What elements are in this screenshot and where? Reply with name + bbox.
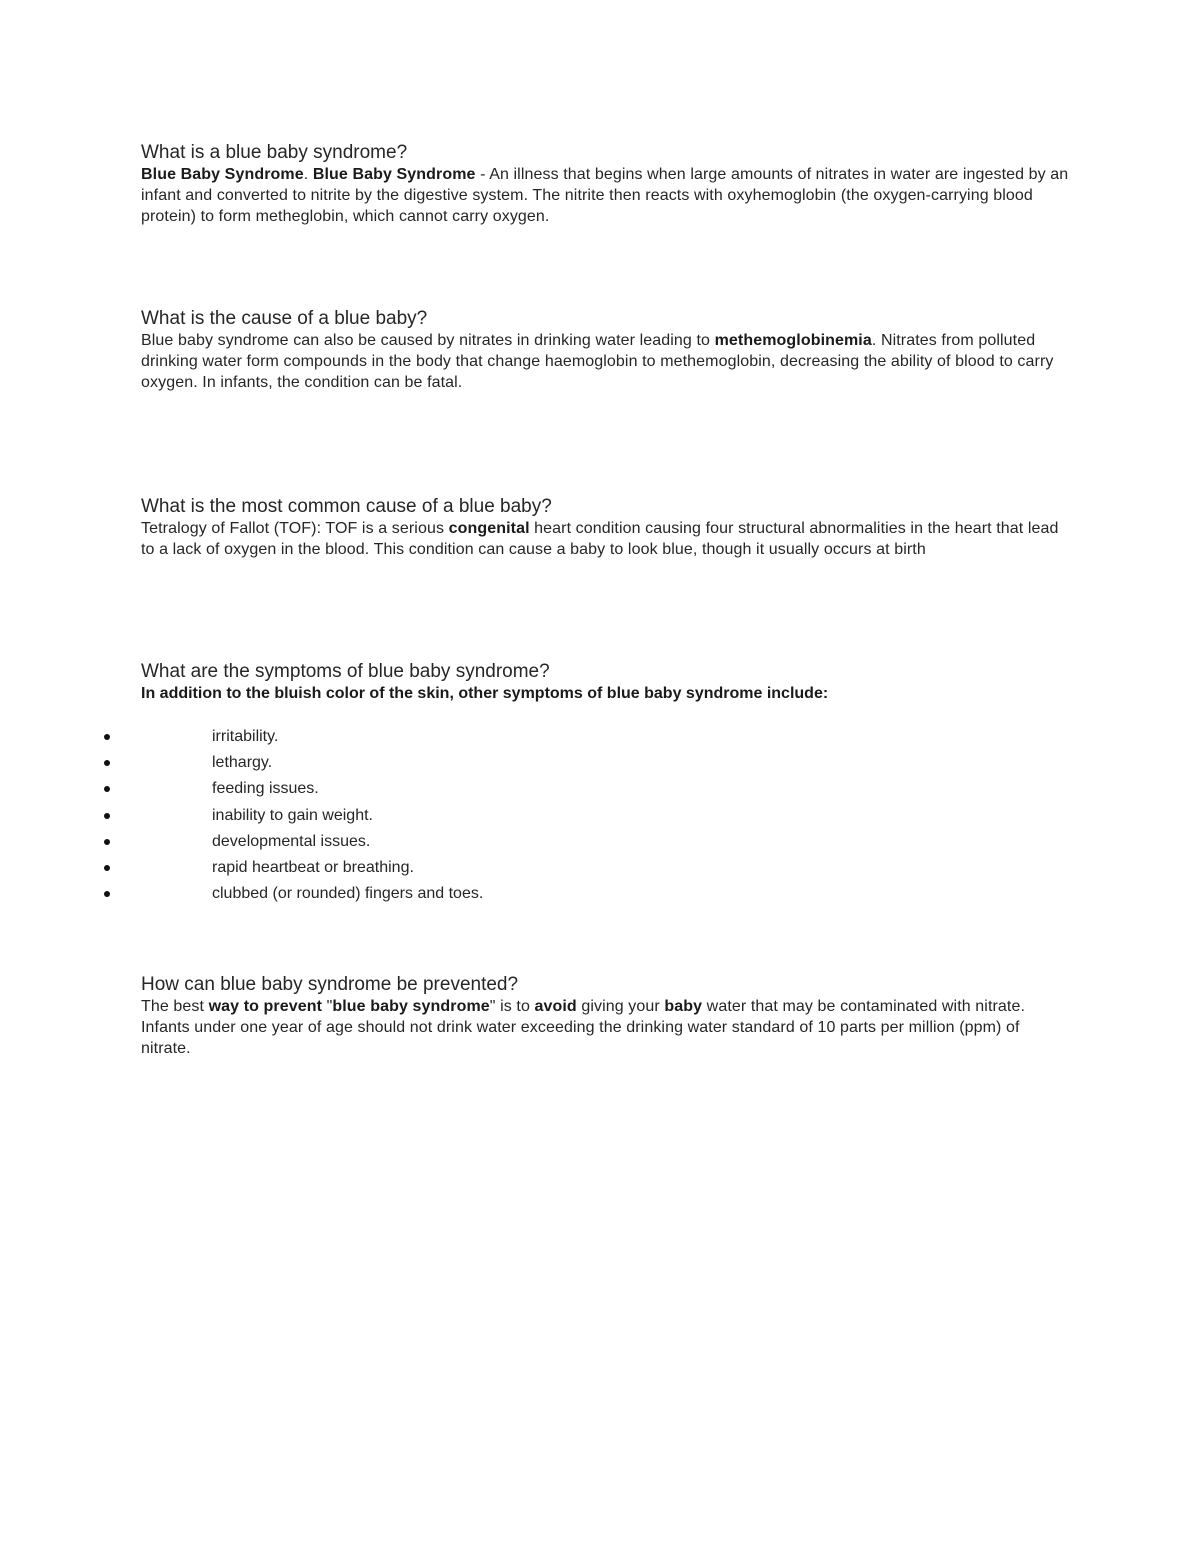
section-definition — [141, 142, 1071, 227]
question-heading: How can blue baby syndrome be prevented? — [141, 974, 519, 995]
answer-text: . Nitrates from polluted drinking water form compounds in the body that change haemoglobin to methemoglobin, decreasing the ability of blood to carry oxygen. In infants, the condition can be fatal. — [141, 332, 1054, 391]
answer-text: The best — [141, 998, 209, 1015]
bold-term: baby — [664, 998, 703, 1015]
symptoms-list — [0, 724, 1200, 907]
symptom-text: clubbed (or rounded) fingers and toes. — [212, 885, 484, 903]
bullet-icon — [104, 839, 110, 845]
list-item — [0, 724, 1200, 750]
symptoms-lead: In addition to the bluish color of the skin, other symptoms of blue baby syndrome include: — [141, 685, 829, 702]
symptom-text: irritability. — [212, 728, 279, 745]
symptom-text: feeding issues. — [212, 780, 319, 798]
section-common-cause — [141, 496, 1071, 560]
section-prevention — [141, 974, 1071, 1059]
bullet-icon — [104, 891, 110, 897]
question-heading: What is a blue baby syndrome? — [141, 142, 408, 163]
section-symptoms — [141, 661, 1071, 704]
list-item — [0, 803, 1200, 829]
symptom-text: developmental issues. — [212, 832, 371, 850]
question-heading: What are the symptoms of blue baby syndrome? — [141, 661, 550, 682]
bold-term: blue baby syndrome — [332, 998, 490, 1015]
answer-text: " — [322, 998, 333, 1015]
answer-text: . — [303, 166, 313, 183]
symptom-text: inability to gain weight. — [212, 806, 373, 824]
answer-paragraph — [141, 996, 1071, 1059]
answer-paragraph — [141, 330, 1071, 393]
list-item — [0, 829, 1200, 855]
bullet-icon — [104, 786, 110, 792]
bullet-icon — [104, 734, 110, 740]
bold-term: way to prevent — [208, 998, 323, 1015]
bullet-icon — [104, 865, 110, 871]
answer-paragraph — [141, 164, 1071, 227]
answer-text: - An illness that begins when large amounts of nitrates in water are ingested by an infant and converted to nitrite by the digestive system. The nitrite then reacts with oxyhemoglobin (the oxygen-carrying blood protein) to form metheglobin, which cannot carry oxygen. — [141, 166, 1069, 225]
answer-text: Blue baby syndrome can also be caused by nitrates in drinking water leading to — [141, 332, 715, 349]
list-item — [0, 881, 1200, 907]
symptom-text: lethargy. — [212, 754, 273, 772]
section-cause — [141, 308, 1071, 393]
bold-term: methemoglobinemia — [714, 332, 872, 349]
bold-term: congenital — [448, 520, 530, 537]
list-item — [0, 750, 1200, 776]
bold-term: Blue Baby Syndrome — [141, 166, 304, 183]
list-item — [0, 855, 1200, 881]
bold-term: Blue Baby Syndrome — [312, 166, 476, 183]
answer-paragraph — [141, 518, 1071, 560]
question-heading: What is the most common cause of a blue baby? — [141, 496, 552, 517]
bullet-icon — [104, 813, 110, 819]
answer-text: Tetralogy of Fallot (TOF): TOF is a serious — [141, 520, 449, 537]
list-item — [0, 776, 1200, 802]
question-heading: What is the cause of a blue baby? — [141, 308, 428, 329]
answer-text: giving your — [576, 998, 665, 1015]
bullet-icon — [104, 760, 110, 766]
answer-text: " is to — [489, 998, 535, 1015]
symptom-text: rapid heartbeat or breathing. — [212, 858, 414, 876]
answer-text: water that may be contaminated with nitrate. Infants under one year of age should not drink water exceeding the drinking water standard of 10 parts per million (ppm) of nitrate. — [141, 998, 1026, 1057]
bold-term: avoid — [534, 998, 577, 1015]
answer-text: heart condition causing four structural abnormalities in the heart that lead to a lack of oxygen in the blood. This condition can cause a baby to look blue, though it usually occurs at birth — [141, 520, 1059, 558]
